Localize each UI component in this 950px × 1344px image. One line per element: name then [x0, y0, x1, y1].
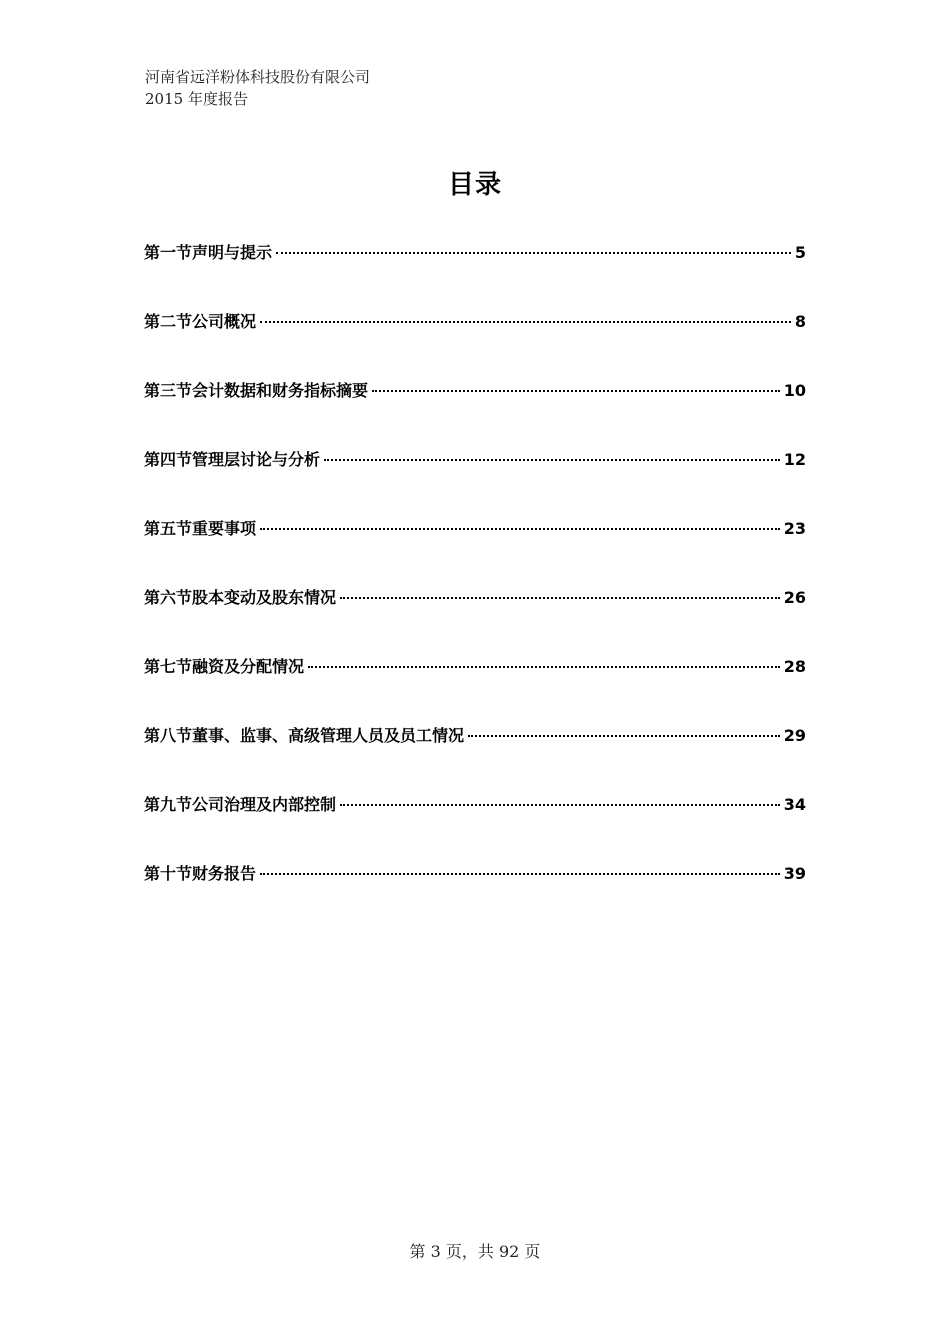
toc-entry-section-2[interactable]	[144, 309, 806, 378]
toc-dot-leader	[260, 873, 780, 875]
toc-entry-label: 第七节融资及分配情况	[144, 657, 305, 676]
toc-entry-page-number: 10	[783, 381, 806, 400]
page-header	[145, 66, 370, 110]
toc-entry-page-number: 39	[783, 864, 806, 883]
toc-entry-label: 第三节会计数据和财务指标摘要	[144, 381, 369, 400]
toc-dot-leader	[276, 252, 791, 254]
table-of-contents	[144, 240, 806, 930]
toc-entry-label: 第四节管理层讨论与分析	[144, 450, 321, 469]
toc-entry-page-number: 12	[783, 450, 806, 469]
toc-entry-section-1[interactable]	[144, 240, 806, 309]
toc-dot-leader	[468, 735, 780, 737]
toc-entry-page-number: 29	[783, 726, 806, 745]
toc-entry-page-number: 8	[794, 312, 806, 331]
toc-dot-leader	[260, 321, 791, 323]
toc-entry-page-number: 5	[794, 243, 806, 262]
toc-entry-label: 第十节财务报告	[144, 864, 257, 883]
toc-entry-label: 第六节股本变动及股东情况	[144, 588, 337, 607]
toc-dot-leader	[260, 528, 780, 530]
toc-entry-section-9[interactable]	[144, 792, 806, 861]
toc-entry-section-3[interactable]	[144, 378, 806, 447]
toc-title: 目录	[447, 170, 502, 200]
toc-entry-section-10[interactable]	[144, 861, 806, 930]
header-report-title: 2015 年度报告	[145, 90, 248, 108]
toc-entry-label: 第一节声明与提示	[144, 243, 273, 262]
toc-dot-leader	[308, 666, 780, 668]
toc-dot-leader	[340, 597, 780, 599]
toc-dot-leader	[372, 390, 780, 392]
toc-entry-label: 第九节公司治理及内部控制	[144, 795, 337, 814]
toc-entry-page-number: 28	[783, 657, 806, 676]
header-company-name: 河南省远洋粉体科技股份有限公司	[145, 68, 371, 86]
toc-entry-label: 第二节公司概况	[144, 312, 257, 331]
toc-entry-page-number: 26	[783, 588, 806, 607]
toc-dot-leader	[324, 459, 780, 461]
toc-dot-leader	[340, 804, 780, 806]
toc-entry-section-7[interactable]	[144, 654, 806, 723]
toc-entry-section-8[interactable]	[144, 723, 806, 792]
toc-entry-page-number: 34	[783, 795, 806, 814]
toc-entry-label: 第五节重要事项	[144, 519, 257, 538]
page-footer: 第 3 页，共 92 页	[409, 1242, 541, 1261]
toc-entry-label: 第八节董事、监事、高级管理人员及员工情况	[144, 726, 465, 745]
toc-entry-section-4[interactable]	[144, 447, 806, 516]
toc-entry-section-6[interactable]	[144, 585, 806, 654]
toc-entry-page-number: 23	[783, 519, 806, 538]
toc-entry-section-5[interactable]	[144, 516, 806, 585]
